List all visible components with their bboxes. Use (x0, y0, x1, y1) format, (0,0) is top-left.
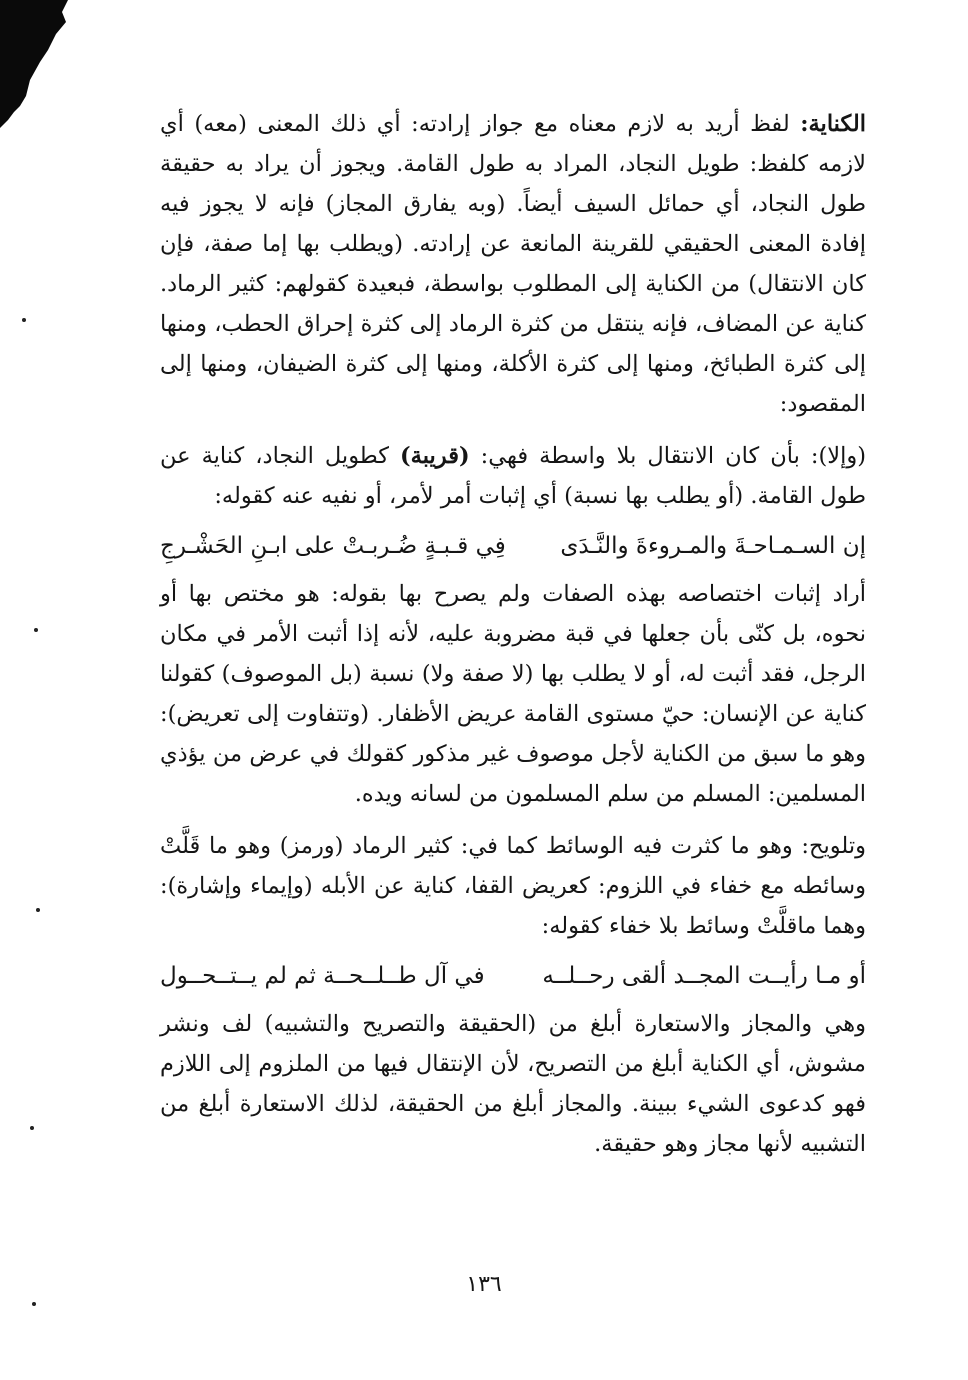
scan-dark-edge (0, 0, 80, 130)
paragraph-text: (وإلا): بأن كان الانتقال بلا واسطة فهي: (480, 443, 867, 469)
scan-speck (22, 318, 26, 322)
page-number: ١٣٦ (466, 1272, 502, 1297)
scan-speck (36, 908, 40, 912)
paragraph-text: لفظ أريد به لازم معناه مع جواز إرادته: أي ذلك المعنى (معه) أي لازمه كلفظ: طويل النجاد، المراد به طول القامة. ويجوز أن يراد به حقيقة طول النجاد، أي حمائل السيف أيضاً. (وبه يفارق المجاز) فإنه لا يجوز فيه إفادة المعنى الحقيقي للقرينة المانعة عن إرادته. (ويطلب بها إما صفة، فإن كان الانتقال) من الكناية إلى المطلوب بواسطة، فبعيدة كقولهم: كثير الرماد. كناية عن المضاف، فإنه ينتقل من كثرة الرماد إلى كثرة إحراق الحطب، ومنها إلى كثرة الطبائخ، ومنها إلى كثرة الأكلة، ومنها إلى كثرة الضيفان، ومنها إلى المقصود: (160, 111, 866, 417)
scan-speck (30, 1126, 34, 1130)
page-body (160, 104, 866, 1164)
verse-second-hemistich: فِي قـبـةٍ ضُـربـتْ على ابـنِ الحَشْـرجِ (160, 533, 506, 559)
paragraph-talwih: وتلويح: وهو ما كثرت فيه الوسائط كما في: كثير الرماد (ورمز) وهو ما قَلَّتْ وسائطه مع خفاء في اللزوم: كعريض القفا، كناية عن الأبله (وإيماء وإشارة): وهما ماقلَّتْ وسائط بلا خفاء كقوله: (160, 833, 866, 939)
poem-verse-1 (160, 526, 866, 566)
paragraph-explanation: أراد إثبات اختصاصه بهذه الصفات ولم يصرح بها بقوله: هو مختص بها أو نحوه، بل كنّى بأن جعلها في قبة مضروبة عليه، لأنه إذا أثبت الأمر في مكان الرجل، فقد أثبت له، أو لا يطلب بها (لا صفة ولا) نسبة (بل الموصوف) كقولنا كناية عن الإنسان: حيّ مستوى القامة عريض الأظفار. (وتتفاوت إلى تعريض): وهو ما سبق من الكناية لأجل موصوف غير مذكور كقولك في عرض من يؤذي المسلمين: المسلم من سلم المسلمون من لسانه ويده. (160, 581, 866, 807)
scan-speck (32, 1302, 36, 1306)
poem-verse-2 (160, 956, 866, 996)
verse-second-hemistich: في آل طــلــحــة ثم لم يــتــحــول (160, 963, 485, 989)
verse-first-hemistich: أو مـا رأيــت المجــد ألقى رحــلــه (542, 963, 866, 989)
paragraph-text: كطويل النجاد، كناية عن طول القامة. (أو يطلب بها نسبة) أي إثبات أمر لأمر، أو نفيه عنه كقوله: (160, 443, 866, 509)
scan-speck (34, 628, 38, 632)
paragraph-conclusion: وهي والمجاز والاستعارة أبلغ من (الحقيقة والتصريح والتشبيه) لف ونشر مشوش، أي الكناية أبلغ من التصريح، لأن الإنتقال فيها من الملزوم إلى اللازم فهو كدعوى الشيء ببينة. والمجاز أبلغ من الحقيقة، لذلك الاستعارة أبلغ من التشبيه لأنها مجاز وهو حقيقة. (160, 1011, 866, 1157)
paragraph-qariba (160, 436, 866, 516)
verse-first-hemistich: إن السـمـاحـةَ والمـروءةَ والنَّـدَى (560, 533, 866, 559)
term-qariba: (قريبة) (400, 443, 470, 469)
term-kinaya: الكناية: (800, 111, 866, 137)
paragraph-definition (160, 104, 866, 424)
